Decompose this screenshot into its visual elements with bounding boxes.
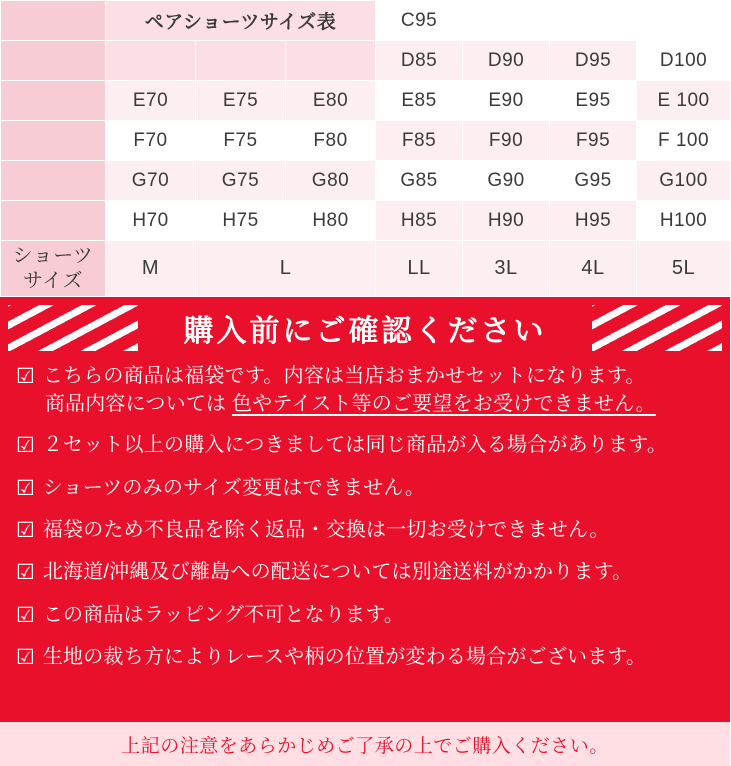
- shorts-size-label: [1, 241, 106, 297]
- table-cell: [1, 161, 106, 201]
- table-cell: E95: [550, 81, 637, 121]
- list-item: [16, 517, 714, 545]
- table-cell: [1, 1, 106, 41]
- table-cell: D90: [463, 41, 550, 81]
- table-cell: [463, 1, 550, 41]
- list-item-line1: こちらの商品は福袋です。内容は当店おまかせセットになります。: [42, 365, 646, 387]
- table-row: [1, 201, 731, 241]
- table-cell: G85: [376, 161, 463, 201]
- table-cell: E85: [376, 81, 463, 121]
- table-cell: [1, 41, 106, 81]
- table-cell: E 100: [637, 81, 731, 121]
- pair-shorts-size-table: [0, 0, 731, 297]
- table-title-cell: ペアショーツサイズ表: [106, 1, 376, 41]
- table-cell: 5L: [637, 241, 731, 297]
- table-cell: E80: [286, 81, 376, 121]
- table-cell: [550, 1, 637, 41]
- list-item-text: ２セット以上の購入につきましては同じ商品が入る場合があります。: [42, 434, 668, 457]
- table-cell: G70: [106, 161, 196, 201]
- table-cell: G90: [463, 161, 550, 201]
- table-cell: M: [106, 241, 196, 297]
- table-row: [1, 161, 731, 201]
- checkbox-icon: ☑: [16, 365, 35, 388]
- table-cell: [1, 121, 106, 161]
- table-cell: [106, 41, 196, 81]
- notice-footer: [0, 722, 730, 766]
- table-cell: H70: [106, 201, 196, 241]
- table-cell: 3L: [463, 241, 550, 297]
- table-row: [1, 1, 731, 41]
- table-cell: [1, 81, 106, 121]
- table-cell: G80: [286, 161, 376, 201]
- checkbox-icon: ☑: [16, 434, 35, 458]
- table-cell: F75: [196, 121, 286, 161]
- list-item: [16, 363, 714, 418]
- table-cell: H90: [463, 201, 550, 241]
- notice-title: 購入前にご確認ください: [183, 315, 547, 348]
- table-cell: H85: [376, 201, 463, 241]
- table-cell: E90: [463, 81, 550, 121]
- notice-footer-text: 上記の注意をあらかじめご了承の上でご購入ください。: [121, 735, 609, 757]
- table-cell: E70: [106, 81, 196, 121]
- table-cell: 4L: [550, 241, 637, 297]
- table-cell: D100: [637, 41, 731, 81]
- list-item-line2-prefix: 商品内容については: [44, 392, 232, 415]
- table-cell: D95: [550, 41, 637, 81]
- list-item: [16, 475, 714, 503]
- checkbox-icon: ☑: [16, 476, 35, 500]
- list-item-text: 福袋のため不良品を除く返品・交換は一切お受けできません。: [42, 518, 610, 541]
- list-item-text: 生地の裁ち方によりレースや柄の位置が変わる場合がございます。: [42, 645, 647, 668]
- purchase-notice-panel: [0, 297, 730, 766]
- table-cell: G95: [550, 161, 637, 201]
- notice-header: [0, 297, 730, 359]
- table-row-shorts-size: [1, 241, 731, 297]
- stripe-decoration-right: [592, 305, 722, 351]
- list-item: [16, 602, 714, 630]
- table-cell: H95: [550, 201, 637, 241]
- table-cell: LL: [376, 241, 463, 297]
- table-cell: [286, 41, 376, 81]
- table-cell: G100: [637, 161, 731, 201]
- checkbox-icon: ☑: [16, 518, 35, 542]
- table-cell: D85: [376, 41, 463, 81]
- list-item: [16, 432, 714, 460]
- table-cell: C95: [376, 1, 463, 41]
- table-cell: F95: [550, 121, 637, 161]
- table-row: [1, 81, 731, 121]
- table-cell: [637, 1, 731, 41]
- table-cell: [196, 41, 286, 81]
- table-cell: H100: [637, 201, 731, 241]
- table-cell: H80: [286, 201, 376, 241]
- list-item-line2: [43, 391, 656, 419]
- list-item: [16, 559, 714, 587]
- table-cell: E75: [196, 81, 286, 121]
- table-row: [1, 121, 731, 161]
- table-cell: F85: [376, 121, 463, 161]
- list-item: [16, 644, 714, 672]
- table-cell: F 100: [637, 121, 731, 161]
- table-cell: F80: [286, 121, 376, 161]
- stripe-decoration-left: [8, 305, 138, 351]
- shorts-size-label-line1: ショーツ: [12, 244, 94, 267]
- list-item-text: [43, 363, 656, 418]
- checkbox-icon: ☑: [16, 603, 35, 627]
- shorts-size-label-line2: サイズ: [23, 269, 83, 292]
- table-cell: H75: [196, 201, 286, 241]
- list-item-text: ショーツのみのサイズ変更はできません。: [42, 476, 426, 499]
- list-item-line2-underlined: 色やテイスト等のご要望をお受けできません。: [232, 392, 656, 415]
- list-item-text: 北海道/沖縄及び離島への配送については別途送料がかかります。: [42, 561, 633, 584]
- table-cell: F90: [463, 121, 550, 161]
- notice-item-list: [0, 359, 730, 672]
- table-cell: L: [196, 241, 376, 297]
- checkbox-icon: ☑: [16, 561, 35, 585]
- table-cell: F70: [106, 121, 196, 161]
- table-row: [1, 41, 731, 81]
- checkbox-icon: ☑: [16, 645, 35, 669]
- table-cell: G75: [196, 161, 286, 201]
- table-cell: [1, 201, 106, 241]
- list-item-text: この商品はラッピング不可となります。: [42, 603, 405, 626]
